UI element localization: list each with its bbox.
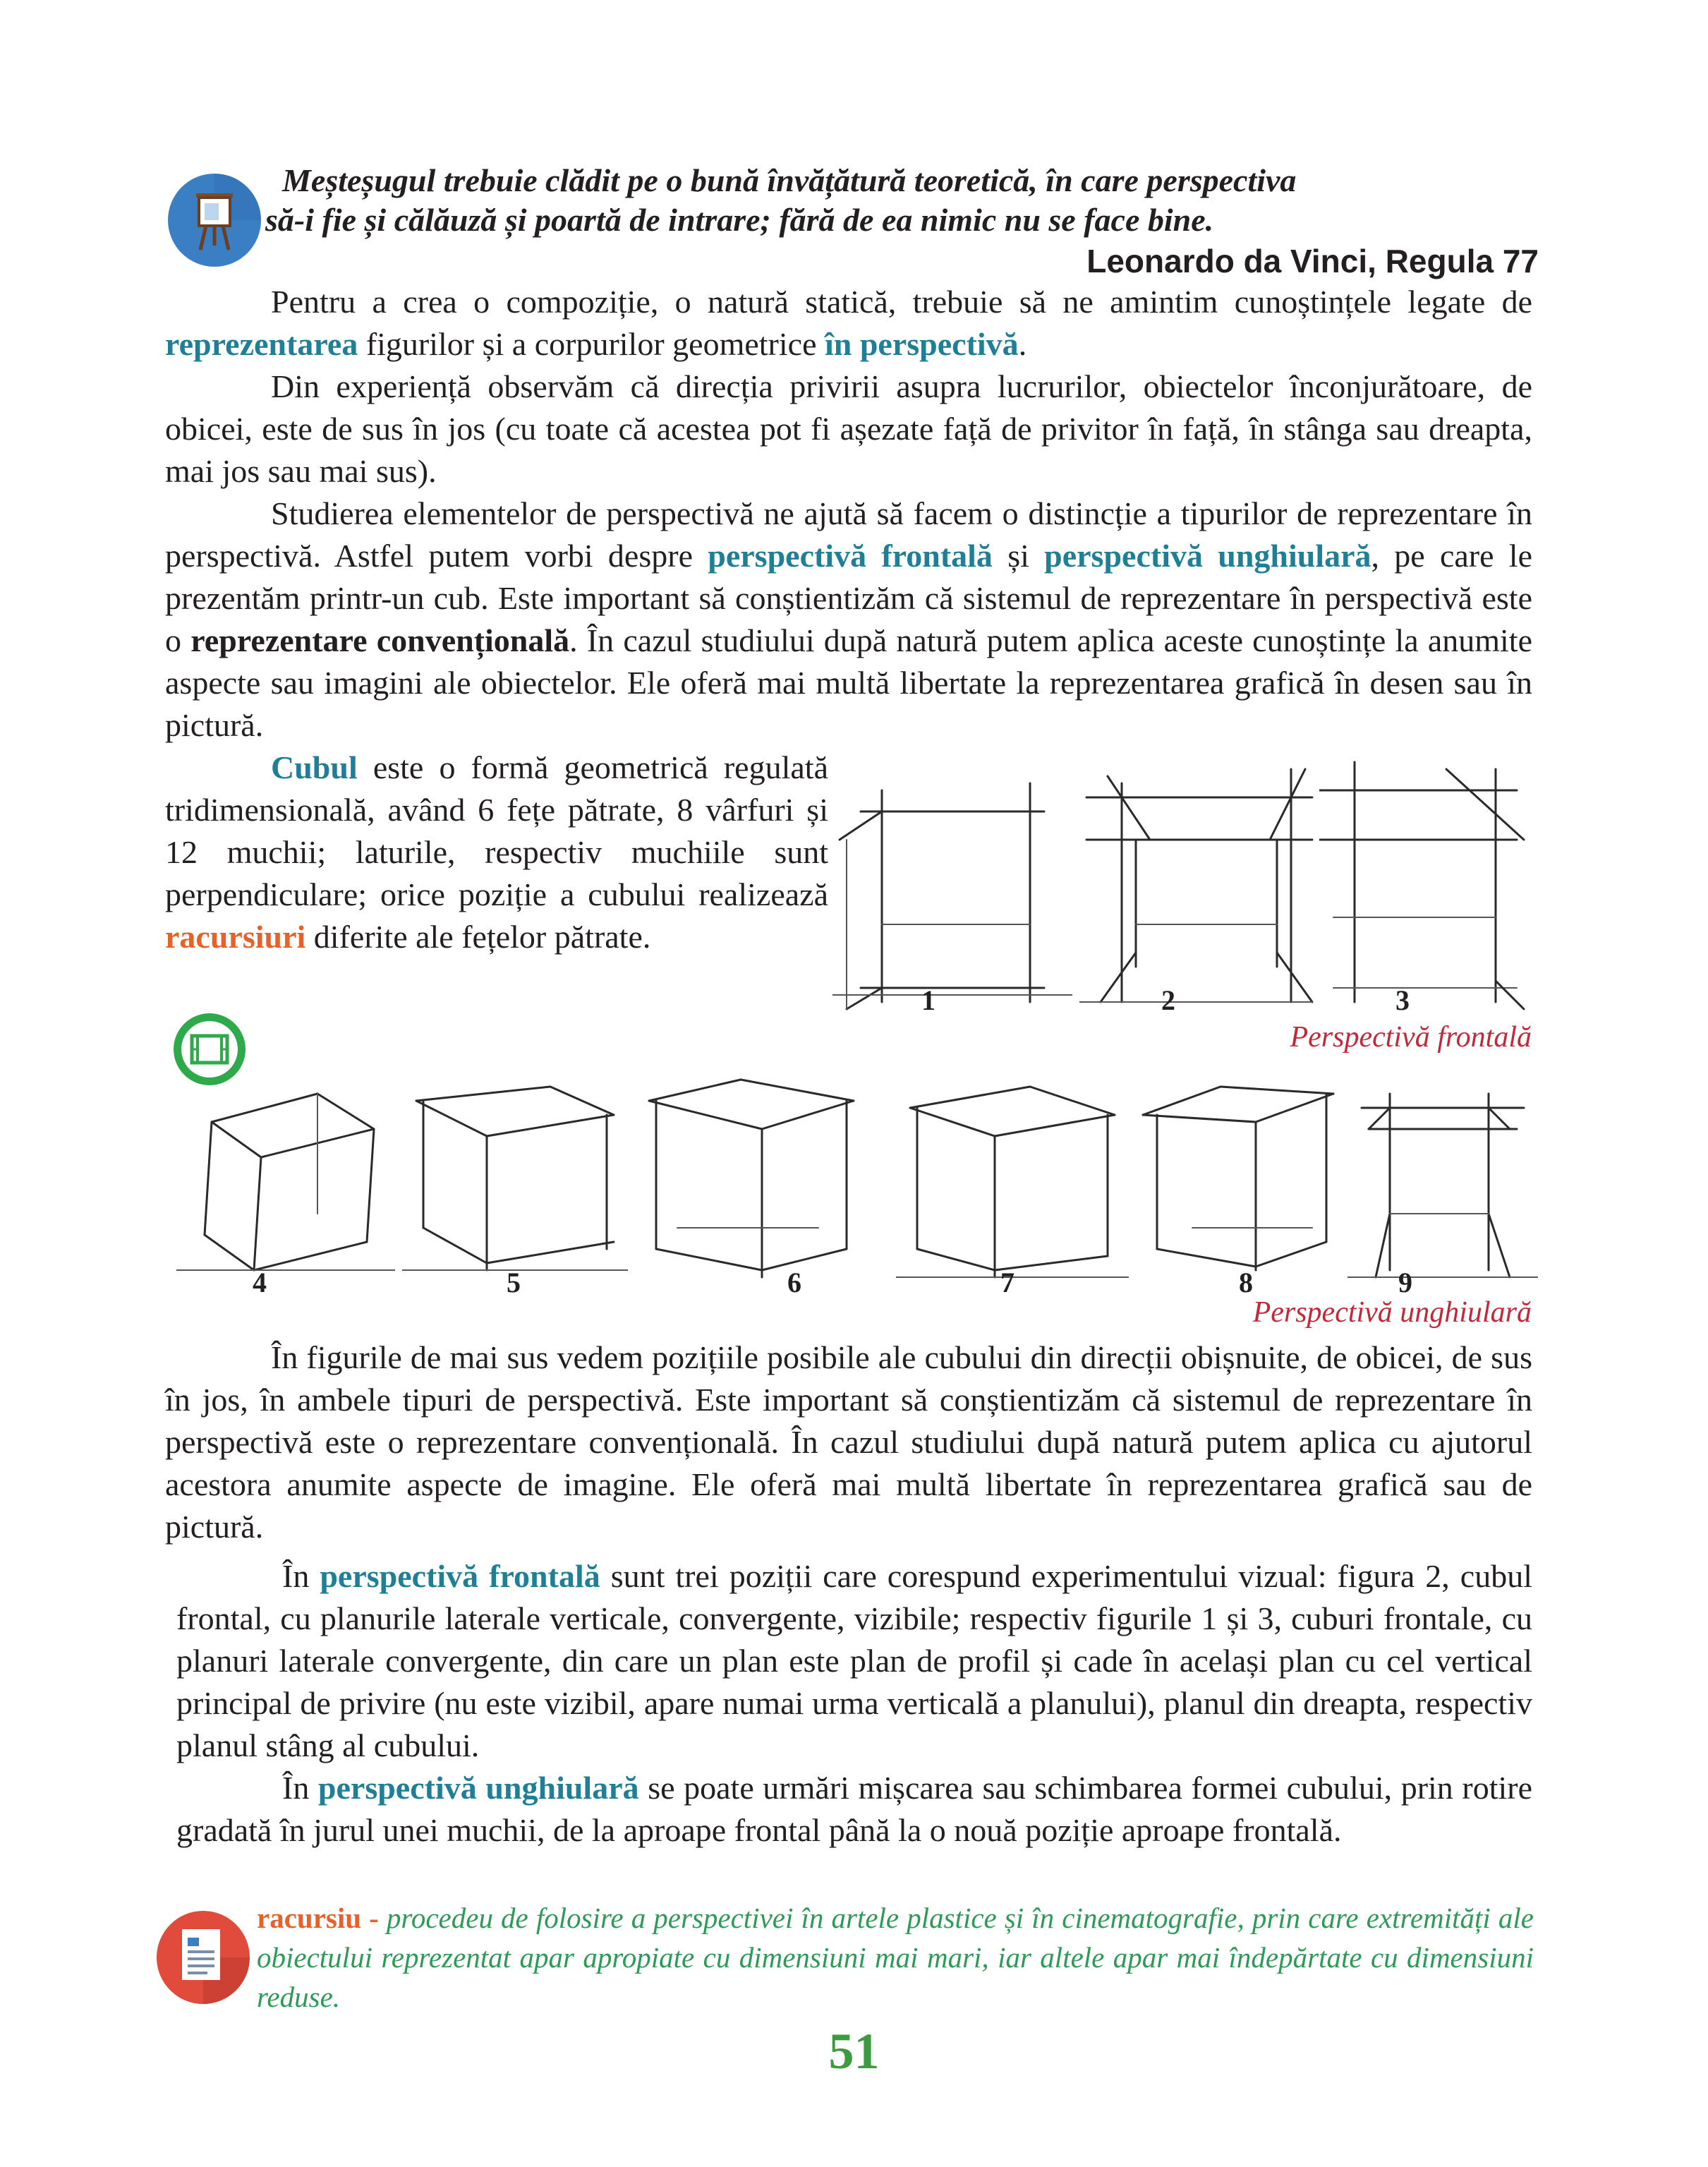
- intro-paragraph-1: Pentru a crea o compoziție, o natură statică, trebuie să ne amintim cunoștințele legate de reprezentarea figurilor și a corpurilor geometrice în perspectivă.: [165, 284, 1532, 362]
- glossary-entry: [257, 1898, 1534, 2017]
- glossary-document-icon: [155, 1909, 251, 2005]
- quote-line-2: să-i fie și călăuză și poartă de intrare; fără de ea nimic nu se face bine.: [265, 202, 1214, 238]
- figure-label-1: 1: [921, 984, 935, 1016]
- figure-label-7: 7: [1000, 1267, 1014, 1298]
- figure-label-4: 4: [253, 1267, 267, 1298]
- figure-frontal-1: [832, 762, 1072, 1016]
- intro-paragraph-2: Din experiență observăm că direcția privirii asupra lucrurilor, obiectelor înconjurătoare, de obicei, este de sus în jos (cu toate că acestea pot fi așezate față de privitor în față, în stânga sau dreapta, mai jos sau mai sus).: [165, 368, 1532, 489]
- figure-angular-8: [1136, 1066, 1347, 1284]
- figure-label-3: 3: [1395, 984, 1410, 1016]
- figure-angular-6: [635, 1073, 868, 1284]
- easel-icon: [166, 172, 262, 268]
- quote-line-1: Meșteșugul trebuie clădit pe o bună învățătură teoretică, în care perspectiva: [282, 162, 1297, 198]
- glossary-definition: procedeu de folosire a perspectivei în artele plastice și în cinematografie, prin care extremități ale obiectului reprezentat apar apropiate cu dimensiuni mai mari, iar altele apar mai îndepărtate cu dimensiuni reduse.: [257, 1902, 1534, 2013]
- figure-frontal-3: [1319, 748, 1531, 1016]
- figure-angular-4: [176, 1080, 395, 1277]
- caption-angular: Perspectivă unghiulară: [1252, 1296, 1532, 1329]
- intro-paragraph-3: Studierea elementelor de perspectivă ne ajută să facem o distincție a tipurilor de reprezentare în perspectivă. Astfel putem vorbi despre perspectivă frontală și perspectivă unghiulară, pe care le prezentăm printr-un cub. Este important să conștientizăm că sistemul de reprezentare în perspectivă este o reprezentare convențională. În cazul studiului după natură putem aplica aceste cunoștințe la anumite aspecte sau imagini ale obiectelor. Ele oferă mai multă libertate la reprezentarea grafică în desen sau în pictură.: [165, 495, 1533, 743]
- body-paragraph-1: În figurile de mai sus vedem pozițiile posibile ale cubului din direcții obișnuite, de obicei, de sus în jos, în ambele tipuri de perspectivă. Este important să conștientizăm că sistemul de reprezentare în perspectivă este o reprezentare convențională. În cazul studiului după natură putem aplica cu ajutorul acestora anumite aspecte de imagine. Ele oferă mai multă libertate în reprezentarea grafică sau de pictură.: [165, 1339, 1532, 1545]
- figure-angular-9: [1347, 1066, 1538, 1284]
- figure-label-9: 9: [1398, 1267, 1412, 1298]
- body-paragraph-3: În perspectivă unghiulară se poate urmări mișcarea sau schimbarea formei cubului, prin rotire gradată în jurul unei muchii, de la aproape frontal până la o nouă poziție aproape frontală.: [176, 1770, 1532, 1848]
- cube-paragraph: Cubul este o formă geometrică regulată tridimensională, având 6 fețe pătrate, 8 vârfuri și 12 muchii; laturile, respectiv muchiile sunt perpendiculare; orice poziție a cubului realizează racursiuri diferite ale fețelor pătrate.: [165, 749, 828, 955]
- body-paragraph-2: În perspectivă frontală sunt trei poziții care corespund experimentului vizual: figura 2, cubul frontal, cu planurile laterale verticale, convergente, vizibile; respectiv figurile 1 și 3, cuburi frontale, cu planuri laterale convergente, din care un plan este plan de profil și cade în același plan cu cel vertical principal de privire (nu este vizibil, apare numai urma verticală a planului), planul din dreapta, respectiv planul stâng al cubului.: [176, 1558, 1532, 1763]
- caption-frontal: Perspectivă frontală: [1290, 1021, 1532, 1054]
- film-icon: [172, 1012, 247, 1087]
- figure-label-2: 2: [1161, 984, 1175, 1016]
- figure-frontal-2: [1079, 755, 1319, 1016]
- figure-label-5: 5: [507, 1267, 521, 1298]
- figure-angular-7: [896, 1073, 1129, 1284]
- quote-author: Leonardo da Vinci, Regula 77: [1086, 243, 1539, 279]
- page-number: 51: [828, 2023, 880, 2080]
- figure-label-8: 8: [1239, 1267, 1253, 1298]
- figure-label-6: 6: [787, 1267, 801, 1298]
- glossary-term: racursiu -: [257, 1902, 379, 1934]
- figure-angular-5: [402, 1073, 628, 1277]
